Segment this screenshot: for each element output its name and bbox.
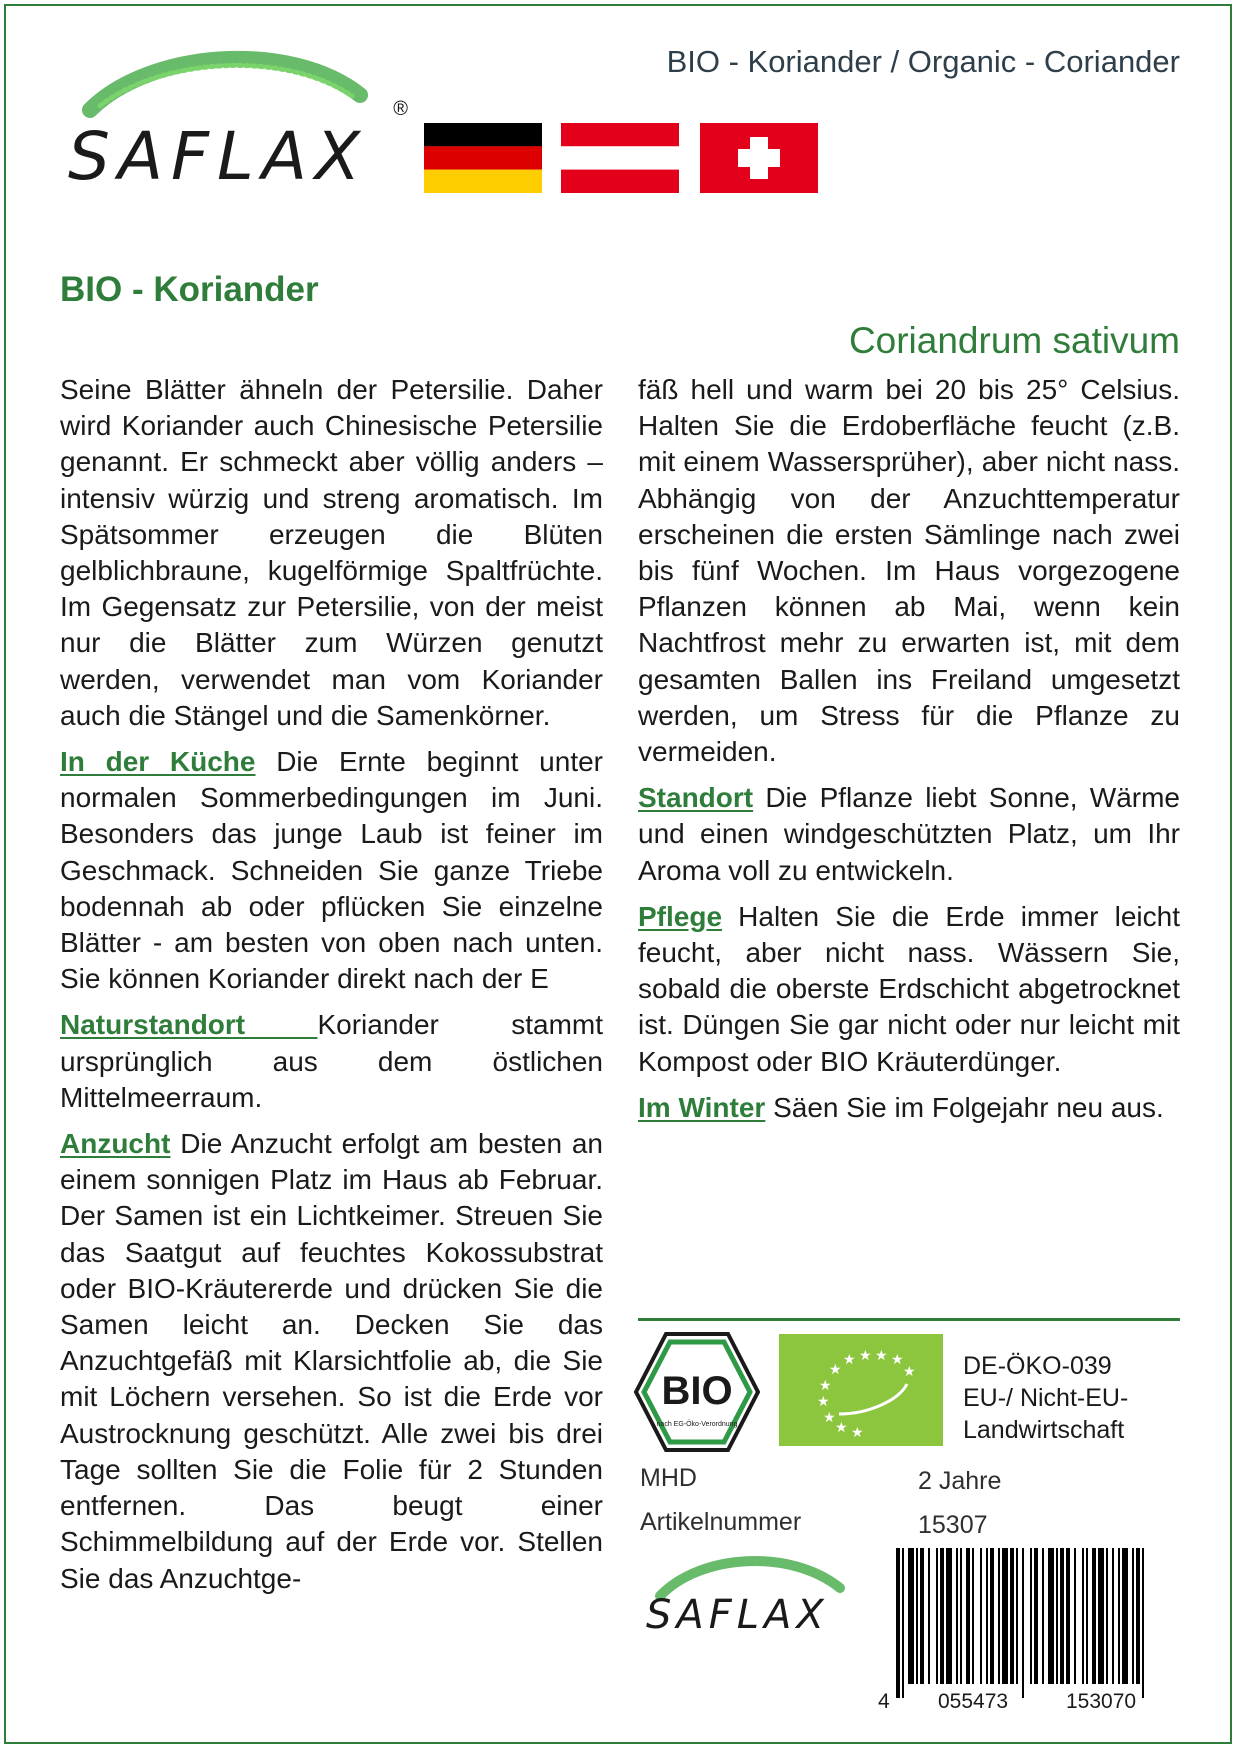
- barcode-bar: [916, 1548, 918, 1684]
- svg-text:★: ★: [823, 1409, 836, 1425]
- intro-paragraph: Seine Blätter ähneln der Petersilie. Daher wird Koriander auch Chinesische Petersilie genannt. Er schmeckt aber völlig anders – intensiv würzig und streng aromatisch. Im Spätsommer erzeugen die Blüten gelblichbraune, kugelförmige Spaltfrüchte. Im Gegensatz zur Petersilie, von der meist nur die Blätter zum Würzen genutzt werden, verwendet man vom Koriander auch die Stängel und die Samenkörner.: [60, 374, 603, 731]
- article-number-label: Artikelnummer: [640, 1508, 802, 1536]
- kitchen-section: [60, 744, 603, 997]
- location-heading: Standort: [638, 782, 754, 814]
- certification-divider: [638, 1318, 1180, 1321]
- eu-organic-leaf-icon: [779, 1334, 943, 1446]
- svg-text:★: ★: [829, 1361, 842, 1377]
- cultivation-continued: fäß hell und warm bei 20 bis 25° Celsius. Halten Sie die Erdoberfläche feucht (z.B. mit einem Wassersprüher), aber nicht nass. Abhängig von der Anzuchttemperatur erscheinen die ersten Sämlinge nach zwei bis fünf Wochen. Im Haus vorgezogene Pflanzen können ab Mai, wenn kein Nachtfrost mehr zu erwarten ist, mit dem gesamten Ballen ins Freiland umgesetzt werden, um Stress für die Pflanze zu vermeiden.: [638, 374, 1180, 768]
- saflax-logo-small: [640, 1544, 860, 1654]
- barcode-left-group: 055473: [938, 1690, 1009, 1713]
- barcode-bar: [1034, 1548, 1038, 1684]
- care-text: Halten Sie die Erde immer leicht feucht, aber nicht nass. Wässern Sie, sobald die oberste Erdschicht abgetrocknet ist. Düngen Sie gar nicht oder nur leicht mit Kompost oder BIO Kräuterdünger.: [638, 900, 1180, 1077]
- winter-text: Säen Sie im Folgejahr neu aus.: [765, 1091, 1164, 1123]
- barcode-right-group: 153070: [1066, 1690, 1137, 1713]
- svg-text:★: ★: [875, 1347, 888, 1363]
- habitat-section: [60, 1007, 603, 1116]
- barcode-bar: [960, 1548, 962, 1684]
- barcode-bar: [956, 1548, 958, 1684]
- barcode-bar: [1074, 1548, 1076, 1684]
- habitat-text: Koriander stammt ursprünglich aus dem östlichen Mittelmeerraum.: [60, 1009, 603, 1113]
- barcode-bar: [1030, 1548, 1032, 1684]
- right-column: [638, 372, 1180, 1136]
- barcode-bar: [1118, 1548, 1120, 1684]
- barcode-bar: [1060, 1548, 1064, 1684]
- barcode-bar: [1142, 1548, 1144, 1698]
- cert-origin-2: Landwirtschaft: [963, 1416, 1125, 1444]
- logo-wordmark-small: SAFLAX: [646, 1592, 829, 1638]
- bio-seal-icon: [632, 1330, 762, 1454]
- habitat-heading: Naturstandort: [60, 1009, 318, 1041]
- bio-seal-text: BIO: [661, 1369, 733, 1413]
- cultivation-heading: Anzucht: [60, 1128, 171, 1160]
- barcode-bar: [1132, 1548, 1134, 1684]
- left-column: [60, 372, 603, 1607]
- logo-wordmark: SAFLAX: [68, 118, 369, 195]
- certification-text: [963, 1350, 1128, 1446]
- barcode-bar: [1086, 1548, 1088, 1684]
- barcode-bar: [1092, 1548, 1096, 1684]
- barcode-bar: [1056, 1548, 1058, 1684]
- care-heading: Pflege: [638, 900, 723, 932]
- bio-seal-subtext: nach EG-Öko-Verordnung: [656, 1421, 738, 1428]
- cultivation-section: [60, 1126, 603, 1597]
- barcode-bar: [902, 1548, 904, 1698]
- care-section: [638, 899, 1180, 1080]
- product-title: BIO - Koriander: [60, 270, 319, 309]
- barcode-bar: [920, 1548, 924, 1684]
- kitchen-heading: In der Küche: [60, 746, 256, 778]
- article-number-value: 15307: [918, 1511, 988, 1539]
- registered-mark: ®: [393, 98, 408, 120]
- barcode-bar: [972, 1548, 974, 1684]
- cultivation-text: Die Anzucht erfolgt am besten an einem sonnigen Platz im Haus ab Februar. Der Samen ist ein Lichtkeimer. Streuen Sie das Saatgut auf feuchtes Kokossubstrat oder BIO-Kräutererde und drücken Sie die Samen leicht an. Decken Sie das Anzuchtgefäß mit Klarsichtfolie ab, die Sie mit Löchern versehen. So ist die Erde vor Austrocknung geschützt. Alle zwei bis drei Tage sollten Sie die Folie für 2 Stunden entfernen. Das beugt einer Schimmelbildung auf der Erde vor. Stellen Sie das Anzuchtge-: [60, 1128, 603, 1594]
- barcode-bar: [1048, 1548, 1054, 1684]
- germany-flag-icon: [424, 123, 542, 193]
- mhd-value: 2 Jahre: [918, 1467, 1002, 1495]
- latin-name: Coriandrum sativum: [848, 320, 1180, 361]
- barcode-bar: [1002, 1548, 1008, 1684]
- barcode-bar: [1106, 1548, 1108, 1684]
- barcode-bar: [1016, 1548, 1018, 1684]
- barcode-bar: [1082, 1548, 1084, 1684]
- kitchen-text: Die Ernte beginnt unter normalen Sommerbedingungen im Juni. Besonders das junge Laub ist feiner im Geschmack. Schneiden Sie ganze Triebe bodennah ab oder pflücken Sie einzelne Blätter - am besten von oben nach unten. Sie können Koriander direkt nach der E: [60, 746, 603, 995]
- barcode-bar: [1122, 1548, 1128, 1684]
- barcode-bar: [1098, 1548, 1104, 1684]
- switzerland-flag-icon: [700, 123, 818, 193]
- barcode-bar: [990, 1548, 994, 1684]
- barcode-bar: [936, 1548, 938, 1684]
- barcode-first-digit: 4: [878, 1690, 890, 1713]
- barcode-bar: [1112, 1548, 1114, 1684]
- austria-flag-icon: [561, 123, 679, 193]
- svg-text:★: ★: [891, 1351, 904, 1367]
- barcode-bar: [946, 1548, 952, 1684]
- barcode-bar: [908, 1548, 914, 1684]
- svg-text:★: ★: [859, 1347, 872, 1363]
- barcode-bar: [896, 1548, 900, 1698]
- barcode-bar: [1022, 1548, 1024, 1698]
- barcode-bar: [998, 1548, 1000, 1684]
- saflax-logo: [60, 40, 410, 210]
- svg-text:★: ★: [843, 1351, 856, 1367]
- svg-text:★: ★: [819, 1377, 832, 1393]
- barcode-icon: [878, 1548, 1180, 1700]
- barcode-bar: [928, 1548, 930, 1684]
- location-text: Die Pflanze liebt Sonne, Wärme und einen windgeschützten Platz, um Ihr Aroma voll zu entwickeln.: [638, 782, 1180, 886]
- cert-origin: EU-/ Nicht-EU-: [963, 1384, 1129, 1412]
- svg-text:★: ★: [817, 1393, 830, 1409]
- header-title: BIO - Koriander / Organic - Coriander: [666, 44, 1180, 79]
- barcode-bar: [980, 1548, 982, 1684]
- barcode-bar: [940, 1548, 944, 1684]
- barcode-bar: [966, 1548, 970, 1684]
- barcode-bar: [1066, 1548, 1070, 1684]
- barcode-bar: [1136, 1548, 1140, 1684]
- barcode-bar: [1010, 1548, 1014, 1684]
- winter-section: [638, 1090, 1180, 1126]
- location-section: [638, 780, 1180, 889]
- svg-text:★: ★: [835, 1419, 848, 1435]
- mhd-label: MHD: [640, 1464, 697, 1492]
- cert-code: DE-ÖKO-039: [963, 1352, 1112, 1380]
- winter-heading: Im Winter: [638, 1091, 766, 1123]
- svg-text:★: ★: [851, 1424, 864, 1440]
- barcode-bar: [1042, 1548, 1044, 1684]
- svg-text:★: ★: [903, 1363, 916, 1379]
- barcode-bar: [986, 1548, 988, 1684]
